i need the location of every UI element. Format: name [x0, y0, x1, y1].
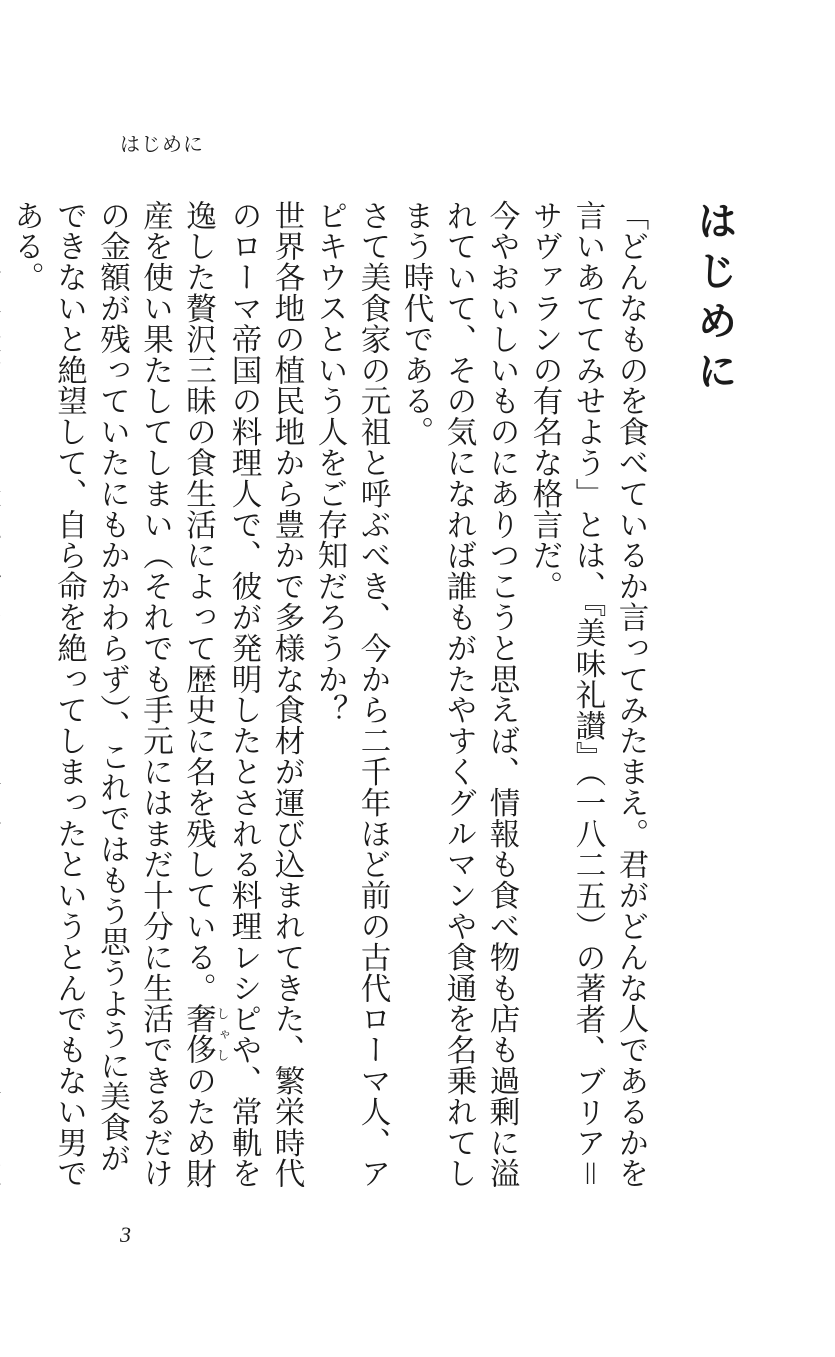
paragraph-p5 [0, 200, 5, 1200]
paragraph-text: さて美食家の元祖と呼ぶべき、今から二千年ほど前の古代ローマ人、アピキウスという人をご存知だろうか？ [312, 200, 390, 1189]
page-number: 3 [120, 1222, 131, 1247]
paragraph-text: 「どんなものを食べているか言ってみたまえ。君がどんな人であるかを言いあててみせよう」とは、『美味礼讃』（一八二五）の著者、ブリア＝サヴァランの有名な格言だ。 [527, 200, 648, 1190]
paragraph-text: のため財産を使い果たしてしまい（それでも手元にはまだ十分に生活できるだけの金額が残っていたにもかかわらず）、これではもう思うように美食ができないと絶望して、自ら命を絶ってしまったというとんでもない男である。 [8, 200, 216, 1189]
paragraph-p1 [523, 200, 652, 1200]
paragraph-p2 [394, 200, 523, 1200]
chapter-title: はじめに [691, 200, 738, 400]
paragraph-p3 [308, 200, 394, 1200]
ruby-annotation [180, 1003, 229, 1066]
ruby-base: 奢侈 [180, 1003, 216, 1066]
paragraph-text: 世界各地の植民地から豊かで多様な食材が運び込まれてきた、繁栄時代のローマ帝国の料理人で、彼が発明したとされる料理レシピや、常軌を逸した贅沢三昧の食生活によって歴史に名を残している。 [180, 200, 304, 1189]
vertical-text-body [0, 200, 740, 1200]
paragraph-text: 今やおいしいものにありつこうと思えば、情報も食べ物も店も過剰に溢れていて、その気になれば誰もがたやすくグルマンや食通を名乗れてしまう時代である。 [398, 200, 519, 1189]
paragraph-p4 [5, 200, 309, 1200]
running-head: はじめに [120, 132, 204, 156]
ruby-reading: しゃし [213, 1003, 229, 1066]
paragraphs-container [0, 200, 652, 1200]
paragraph-text [0, 200, 1, 1189]
